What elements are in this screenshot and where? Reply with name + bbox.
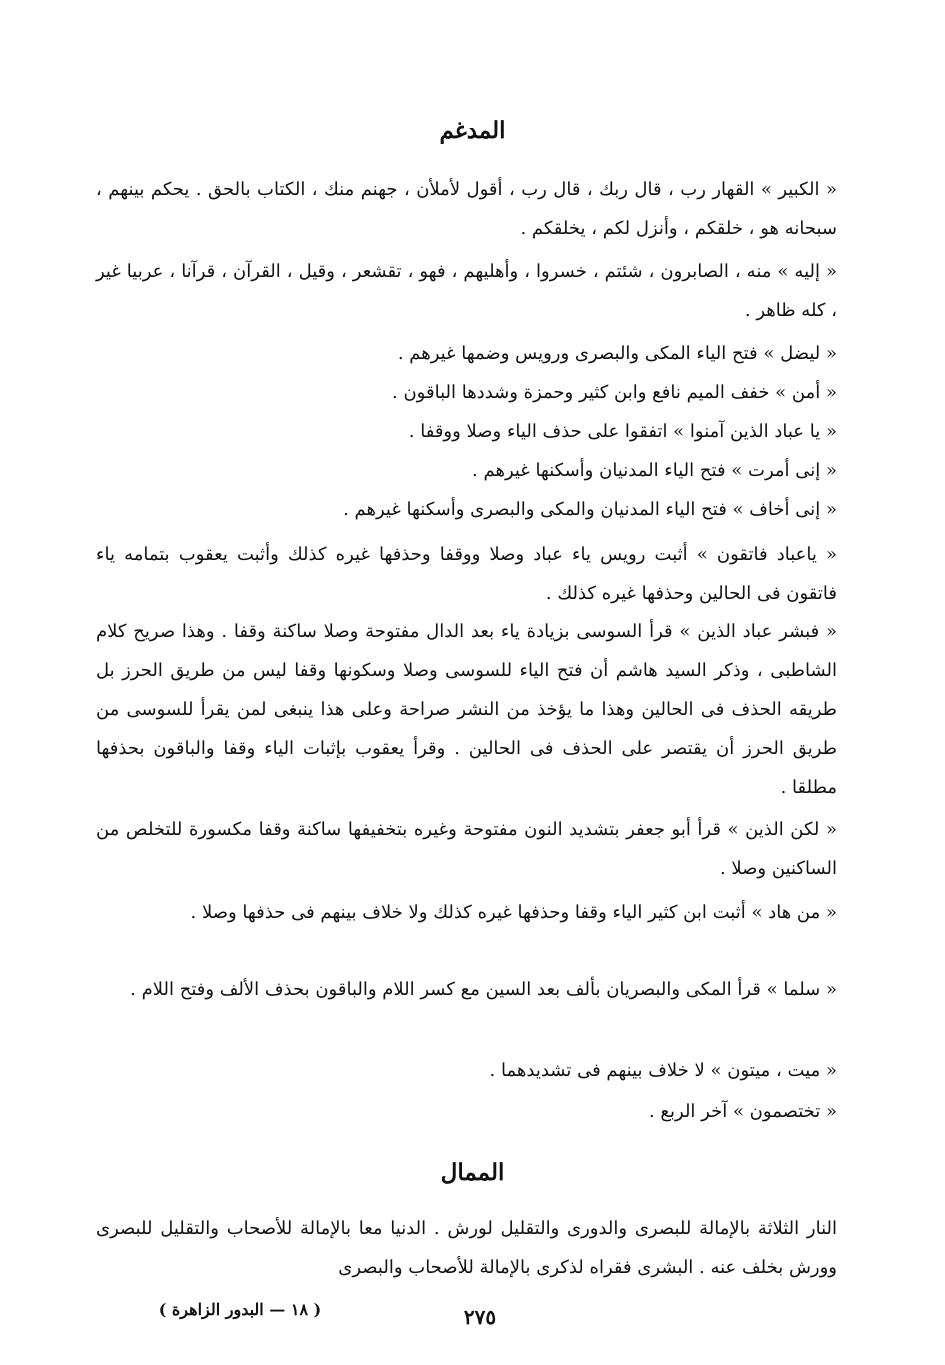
section-heading-idgham: المدغم — [439, 117, 506, 144]
paragraph-salaman: « سلما » قرأ المكى والبصريان بألف بعد السين مع كسر اللام والباقون بحذف الألف وفتح اللام . — [130, 979, 837, 1000]
paragraph-idgham-words-1: « الكبير » القهار رب ، قال ربك ، قال رب ، أقول لأملأن ، جهنم منك ، الكتاب بالحق . يحكم بينهم ، سبحانه هو ، خلقكم ، وأنزل لكم ، يخلقكم . — [96, 179, 837, 239]
line-yudill: « ليضل » فتح الياء المكى والبصرى ورويس وضمها غيرهم . — [397, 343, 837, 364]
paragraph-idgham-words-2: « إليه » منه ، الصابرون ، شئتم ، خسروا ، وأهليهم ، فهو ، تقشعر ، وقيل ، القرآن ، قرآنا ، عربيا غير ، كله ظاهر . — [96, 261, 837, 321]
line-inni-akhafu: « إنى أخاف » فتح الياء المدنيان والمكى والبصرى وأسكنها غيرهم . — [343, 499, 837, 520]
paragraph-min-had: « من هاد » أثبت ابن كثير الياء وقفا وحذفها غيره كذلك ولا خلاف بينهم فى حذفها وصلا . — [190, 902, 837, 923]
line-ya-ibad-aladhina-amanu: « يا عباد الذين آمنوا » اتفقوا على حذف الياء وصلا ووقفا . — [408, 421, 837, 442]
signature-mark: ( ١٨ — البدور الزاهرة ) — [158, 1300, 322, 1319]
line-mayyit-mayyitun: « ميت ، ميتون » لا خلاف بينهم فى تشديدهما . — [489, 1060, 837, 1081]
page-number: ٢٧٥ — [463, 1305, 497, 1329]
paragraph-mumal: النار الثلاثة بالإمالة للبصرى والدورى والتقليل لورش . الدنيا معا بالإمالة للأصحاب والتقليل للبصرى وورش بخلف عنه . البشرى فقراه لذكرى بالإمالة للأصحاب والبصرى — [96, 1218, 837, 1278]
paragraph-ya-ibad-fattaqun: « ياعباد فاتقون » أثبت رويس ياء عباد وصلا ووقفا وحذفها غيره كذلك وأثبت يعقوب بتمامه ياء فاتقون فى الحالين وحذفها غيره كذلك . — [96, 544, 837, 604]
section-heading-mumal: الممال — [440, 1159, 505, 1186]
paragraph-fabashshir-ibad: « فبشر عباد الذين » قرأ السوسى بزيادة ياء بعد الدال مفتوحة وصلا ساكنة وقفا . وهذا صريح كلام الشاطبى ، وذكر السيد هاشم أن فتح الياء للسوسى وصلا وسكونها وقفا ليس من طريق الحرز بل طريقه الحذف فى الحالين وهذا ما يؤخذ من النشر صراحة وعلى هذا ينبغى لمن يقرأ للسوسى من طريق الحرز أن يقتصر على الحذف فى الحالين . وقرأ يعقوب بإثبات الياء وقفا والباقون بحذفها مطلقا . — [96, 621, 837, 798]
line-inni-umirtu: « إنى أمرت » فتح الياء المدنيان وأسكنها غيرهم . — [472, 460, 837, 481]
line-takhtasimun: « تختصمون » آخر الربع . — [648, 1101, 837, 1122]
line-amman: « أمن » خفف الميم نافع وابن كثير وحمزة وشددها الباقون . — [392, 382, 837, 403]
paragraph-lakin-alladhina: « لكن الذين » قرأ أبو جعفر بتشديد النون مفتوحة وغيره بتخفيفها ساكنة وقفا مكسورة للتخلص من الساكنين وصلا . — [96, 819, 837, 879]
